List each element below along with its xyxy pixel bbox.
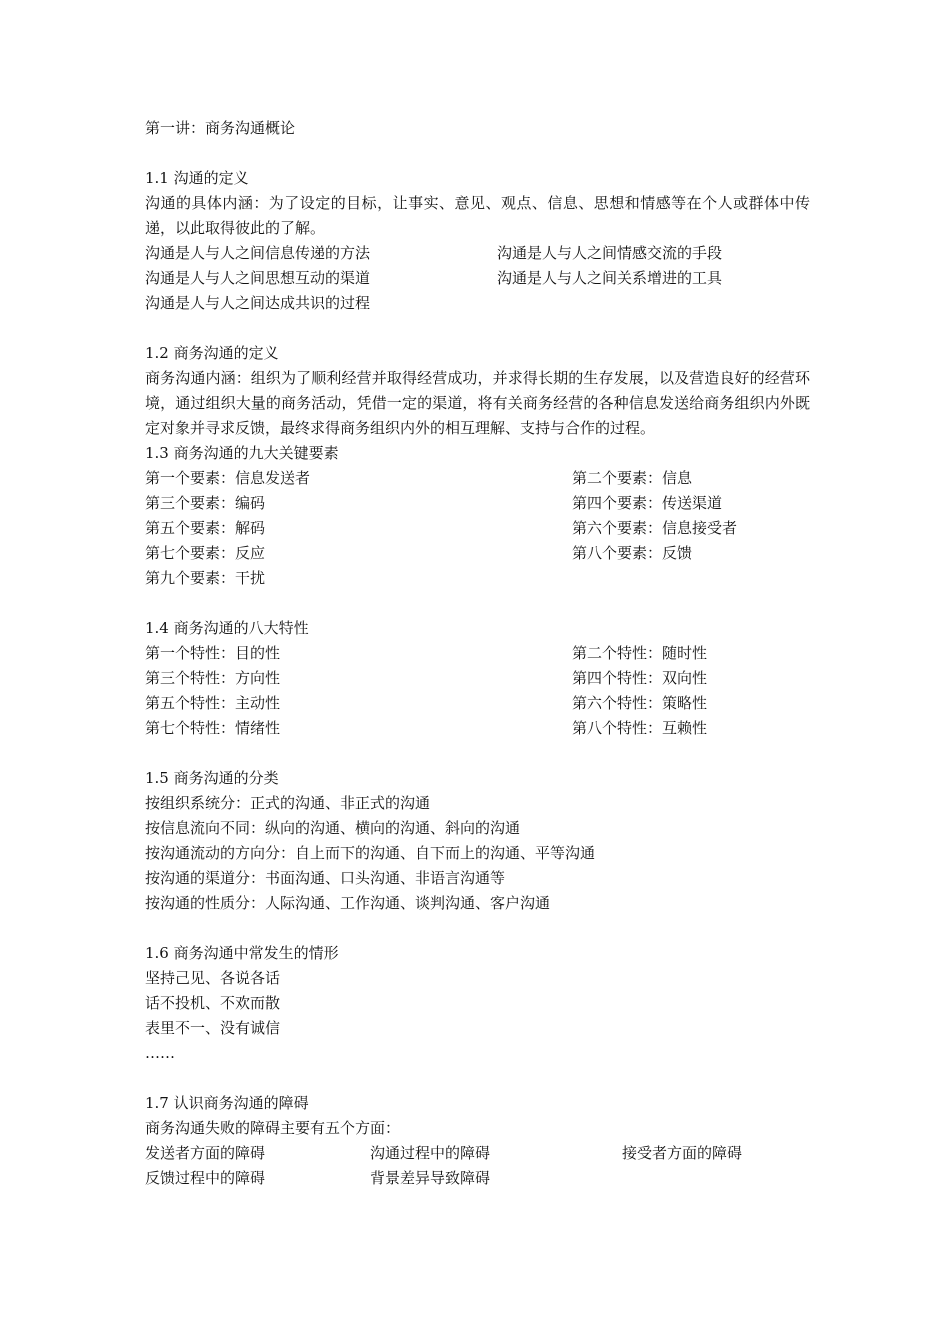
document-page <box>145 116 810 1191</box>
list-row <box>145 541 810 566</box>
list-item: 第三个要素：编码 <box>145 494 266 512</box>
list-item: 第二个特性：随时性 <box>572 644 708 662</box>
list-item: 第四个要素：传送渠道 <box>572 494 723 512</box>
list-item: 第三个特性：方向性 <box>145 669 281 687</box>
section-1-1-intro: 沟通的具体内涵：为了设定的目标，让事实、意见、观点、信息、思想和情感等在个人或群体中传递，以此取得彼此的了解。 <box>145 194 810 237</box>
list-row <box>145 491 810 516</box>
list-item: 沟通是人与人之间情感交流的手段 <box>497 244 723 262</box>
list-item: 第九个要素：干扰 <box>145 569 266 587</box>
list-item: 第六个特性：策略性 <box>572 694 708 712</box>
list-row <box>145 241 810 266</box>
list-row <box>145 1166 810 1191</box>
section-heading-1-1: 1.1 沟通的定义 <box>145 169 249 187</box>
spacer <box>145 591 810 616</box>
list-item: 沟通是人与人之间思想互动的渠道 <box>145 269 371 287</box>
spacer <box>145 141 810 166</box>
list-row <box>145 691 810 716</box>
list-item: 按沟通流动的方向分：自上而下的沟通、自下而上的沟通、平等沟通 <box>145 844 596 862</box>
section-1-7-intro: 商务沟通失败的障碍主要有五个方面： <box>145 1119 401 1137</box>
list-item: 第一个特性：目的性 <box>145 644 281 662</box>
list-item: 背景差异导致障碍 <box>370 1169 491 1187</box>
list-row <box>145 716 810 741</box>
list-item: 沟通是人与人之间信息传递的方法 <box>145 244 371 262</box>
list-item: 坚持己见、各说各话 <box>145 969 281 987</box>
spacer <box>145 916 810 941</box>
list-row <box>145 516 810 541</box>
list-item: 第七个特性：情绪性 <box>145 719 281 737</box>
list-item: 第四个特性：双向性 <box>572 669 708 687</box>
section-heading-1-6: 1.6 商务沟通中常发生的情形 <box>145 944 339 962</box>
list-row <box>145 641 810 666</box>
list-item: 第八个特性：互赖性 <box>572 719 708 737</box>
list-row <box>145 1141 810 1166</box>
ellipsis: …… <box>145 1044 175 1062</box>
section-heading-1-7: 1.7 认识商务沟通的障碍 <box>145 1094 309 1112</box>
list-row <box>145 266 810 291</box>
list-row <box>145 666 810 691</box>
list-item: 按沟通的渠道分：书面沟通、口头沟通、非语言沟通等 <box>145 869 506 887</box>
list-item: 按信息流向不同：纵向的沟通、横向的沟通、斜向的沟通 <box>145 819 521 837</box>
list-item: 第一个要素：信息发送者 <box>145 469 311 487</box>
list-item: 接受者方面的障碍 <box>622 1144 743 1162</box>
section-1-2-text: 商务沟通内涵：组织为了顺利经营并取得经营成功，并求得长期的生存发展，以及营造良好的经营环境，通过组织大量的商务活动，凭借一定的渠道，将有关商务经营的各种信息发送给商务组织内外既定对象并寻求反馈，最终求得商务组织内外的相互理解、支持与合作的过程。 <box>145 369 810 437</box>
section-heading-1-4: 1.4 商务沟通的八大特性 <box>145 619 309 637</box>
list-item: 第八个要素：反馈 <box>572 544 693 562</box>
list-item: 第六个要素：信息接受者 <box>572 519 738 537</box>
list-item: 话不投机、不欢而散 <box>145 994 281 1012</box>
list-item: 按组织系统分：正式的沟通、非正式的沟通 <box>145 794 431 812</box>
list-item: 第二个要素：信息 <box>572 469 693 487</box>
section-heading-1-5: 1.5 商务沟通的分类 <box>145 769 279 787</box>
spacer <box>145 316 810 341</box>
list-item: 表里不一、没有诚信 <box>145 1019 281 1037</box>
list-item: 沟通是人与人之间关系增进的工具 <box>497 269 723 287</box>
list-row <box>145 466 810 491</box>
lecture-title: 第一讲：商务沟通概论 <box>145 119 296 137</box>
list-item: 沟通过程中的障碍 <box>370 1144 491 1162</box>
list-item: 按沟通的性质分：人际沟通、工作沟通、谈判沟通、客户沟通 <box>145 894 551 912</box>
list-item: 第七个要素：反应 <box>145 544 266 562</box>
section-heading-1-3: 1.3 商务沟通的九大关键要素 <box>145 444 339 462</box>
list-item: 反馈过程中的障碍 <box>145 1169 266 1187</box>
spacer <box>145 741 810 766</box>
section-heading-1-2: 1.2 商务沟通的定义 <box>145 344 279 362</box>
spacer <box>145 1066 810 1091</box>
list-item: 第五个要素：解码 <box>145 519 266 537</box>
list-item: 沟通是人与人之间达成共识的过程 <box>145 294 371 312</box>
list-item: 发送者方面的障碍 <box>145 1144 266 1162</box>
list-item: 第五个特性：主动性 <box>145 694 281 712</box>
